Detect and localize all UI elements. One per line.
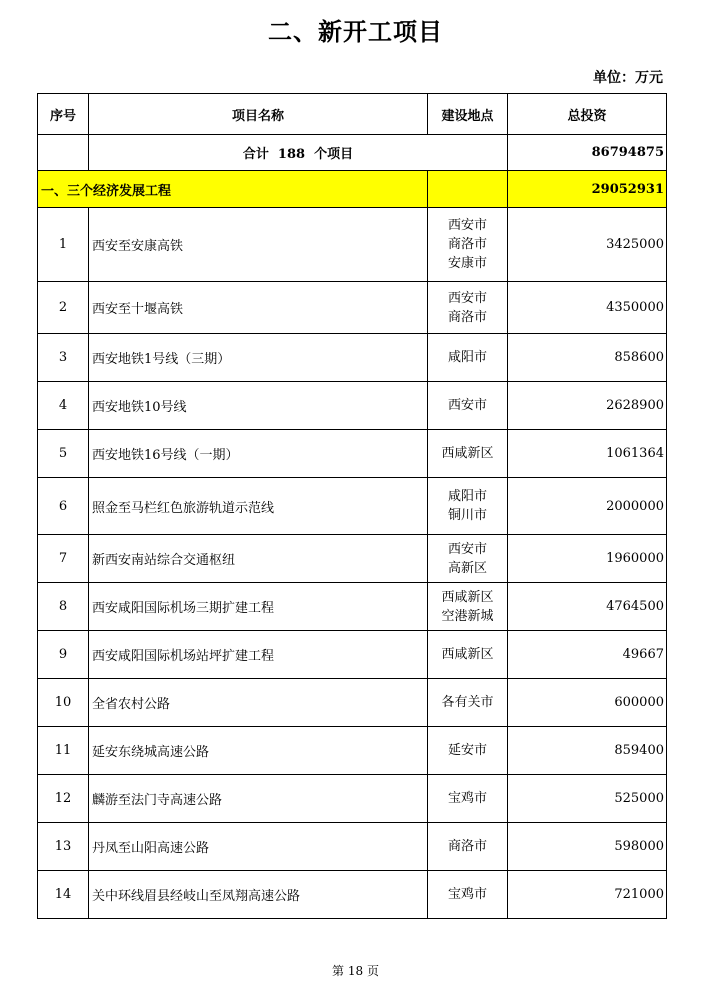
table-row: [38, 775, 667, 823]
location-line: 西安市: [447, 290, 487, 306]
table-row: [38, 727, 667, 775]
row-project-name: 延安东绕城高速公路: [89, 727, 428, 775]
table-row: [38, 823, 667, 871]
row-location: [428, 282, 508, 334]
location-line: 西安市: [447, 398, 487, 413]
row-location: [428, 208, 508, 282]
row-investment: 4350000: [508, 282, 667, 334]
row-project-name: 新西安南站综合交通枢纽: [89, 535, 428, 583]
location-line: 宝鸡市: [447, 791, 487, 806]
row-project-name: 西安咸阳国际机场三期扩建工程: [89, 583, 428, 631]
table-row: [38, 631, 667, 679]
table-row: [38, 583, 667, 631]
location-line: 延安市: [447, 743, 487, 758]
table-row: [38, 679, 667, 727]
row-investment: 598000: [508, 823, 667, 871]
table-row: [38, 535, 667, 583]
location-line: 西咸新区: [441, 589, 494, 605]
row-project-name: 西安地铁10号线: [89, 382, 428, 430]
total-value: 86794875: [508, 135, 667, 171]
row-location: [428, 727, 508, 775]
location-line: 咸阳市: [447, 489, 487, 504]
location-line: 商洛市: [447, 237, 487, 252]
row-investment: 2628900: [508, 382, 667, 430]
row-project-name: 西安咸阳国际机场站坪扩建工程: [89, 631, 428, 679]
row-investment: 3425000: [508, 208, 667, 282]
row-index: 4: [38, 382, 89, 430]
row-investment: 859400: [508, 727, 667, 775]
total-empty-cell: [38, 135, 89, 171]
row-location: [428, 871, 508, 919]
row-project-name: 麟游至法门寺高速公路: [89, 775, 428, 823]
location-line: 西安市: [447, 541, 487, 557]
row-location: [428, 775, 508, 823]
project-table: [37, 93, 667, 919]
location-line: 咸阳市: [447, 350, 487, 365]
table-row: [38, 871, 667, 919]
location-line: 高新区: [447, 560, 487, 576]
row-investment: 4764500: [508, 583, 667, 631]
header-row: [38, 94, 667, 135]
row-investment: 721000: [508, 871, 667, 919]
row-project-name: 西安至十堰高铁: [89, 282, 428, 334]
row-index: 1: [38, 208, 89, 282]
location-line: 各有关市: [441, 695, 494, 710]
table-row: [38, 430, 667, 478]
row-project-name: 西安地铁1号线（三期）: [89, 334, 428, 382]
location-line: 宝鸡市: [447, 887, 487, 902]
location-line: 铜川市: [447, 508, 487, 523]
location-line: 安康市: [447, 256, 487, 271]
row-index: 7: [38, 535, 89, 583]
row-location: [428, 679, 508, 727]
row-location: [428, 382, 508, 430]
table-row: [38, 282, 667, 334]
category-empty-cell: [428, 171, 508, 208]
page-title: 二、新开工项目: [268, 17, 443, 46]
row-investment: 1061364: [508, 430, 667, 478]
category-value: 29052931: [508, 171, 667, 208]
row-investment: 2000000: [508, 478, 667, 535]
row-location: [428, 823, 508, 871]
row-project-name: 关中环线眉县经岐山至凤翔高速公路: [89, 871, 428, 919]
header-index: 序号: [38, 94, 89, 135]
row-index: 8: [38, 583, 89, 631]
location-line: 西咸新区: [441, 446, 494, 461]
table-row: [38, 334, 667, 382]
location-line: 商洛市: [447, 839, 487, 854]
row-project-name: 全省农村公路: [89, 679, 428, 727]
row-location: [428, 334, 508, 382]
table-row: [38, 478, 667, 535]
unit-label: 单位：万元: [593, 70, 663, 86]
row-index: 5: [38, 430, 89, 478]
category-row: [38, 171, 667, 208]
row-project-name: 照金至马栏红色旅游轨道示范线: [89, 478, 428, 535]
page-number: 第 18 页: [332, 964, 379, 978]
table-row: [38, 382, 667, 430]
row-location: [428, 430, 508, 478]
row-investment: 1960000: [508, 535, 667, 583]
location-line: 西咸新区: [441, 647, 494, 662]
row-location: [428, 478, 508, 535]
row-location: [428, 535, 508, 583]
row-project-name: 丹凤至山阳高速公路: [89, 823, 428, 871]
row-index: 14: [38, 871, 89, 919]
row-index: 9: [38, 631, 89, 679]
row-index: 11: [38, 727, 89, 775]
row-investment: 858600: [508, 334, 667, 382]
location-line: 商洛市: [447, 309, 487, 325]
header-name: 项目名称: [89, 94, 428, 135]
table-row: [38, 208, 667, 282]
location-line: 西安市: [447, 218, 487, 233]
header-location: 建设地点: [428, 94, 508, 135]
total-row: [38, 135, 667, 171]
row-project-name: 西安地铁16号线（一期）: [89, 430, 428, 478]
row-index: 6: [38, 478, 89, 535]
row-location: [428, 583, 508, 631]
row-investment: 600000: [508, 679, 667, 727]
row-location: [428, 631, 508, 679]
row-investment: 49667: [508, 631, 667, 679]
row-index: 12: [38, 775, 89, 823]
row-investment: 525000: [508, 775, 667, 823]
row-index: 3: [38, 334, 89, 382]
row-index: 2: [38, 282, 89, 334]
row-index: 13: [38, 823, 89, 871]
location-line: 空港新城: [441, 608, 494, 624]
row-index: 10: [38, 679, 89, 727]
category-label: 一、三个经济发展工程: [38, 171, 428, 208]
total-label: 合计 188 个项目: [89, 135, 508, 171]
header-investment: 总投资: [508, 94, 667, 135]
row-project-name: 西安至安康高铁: [89, 208, 428, 282]
